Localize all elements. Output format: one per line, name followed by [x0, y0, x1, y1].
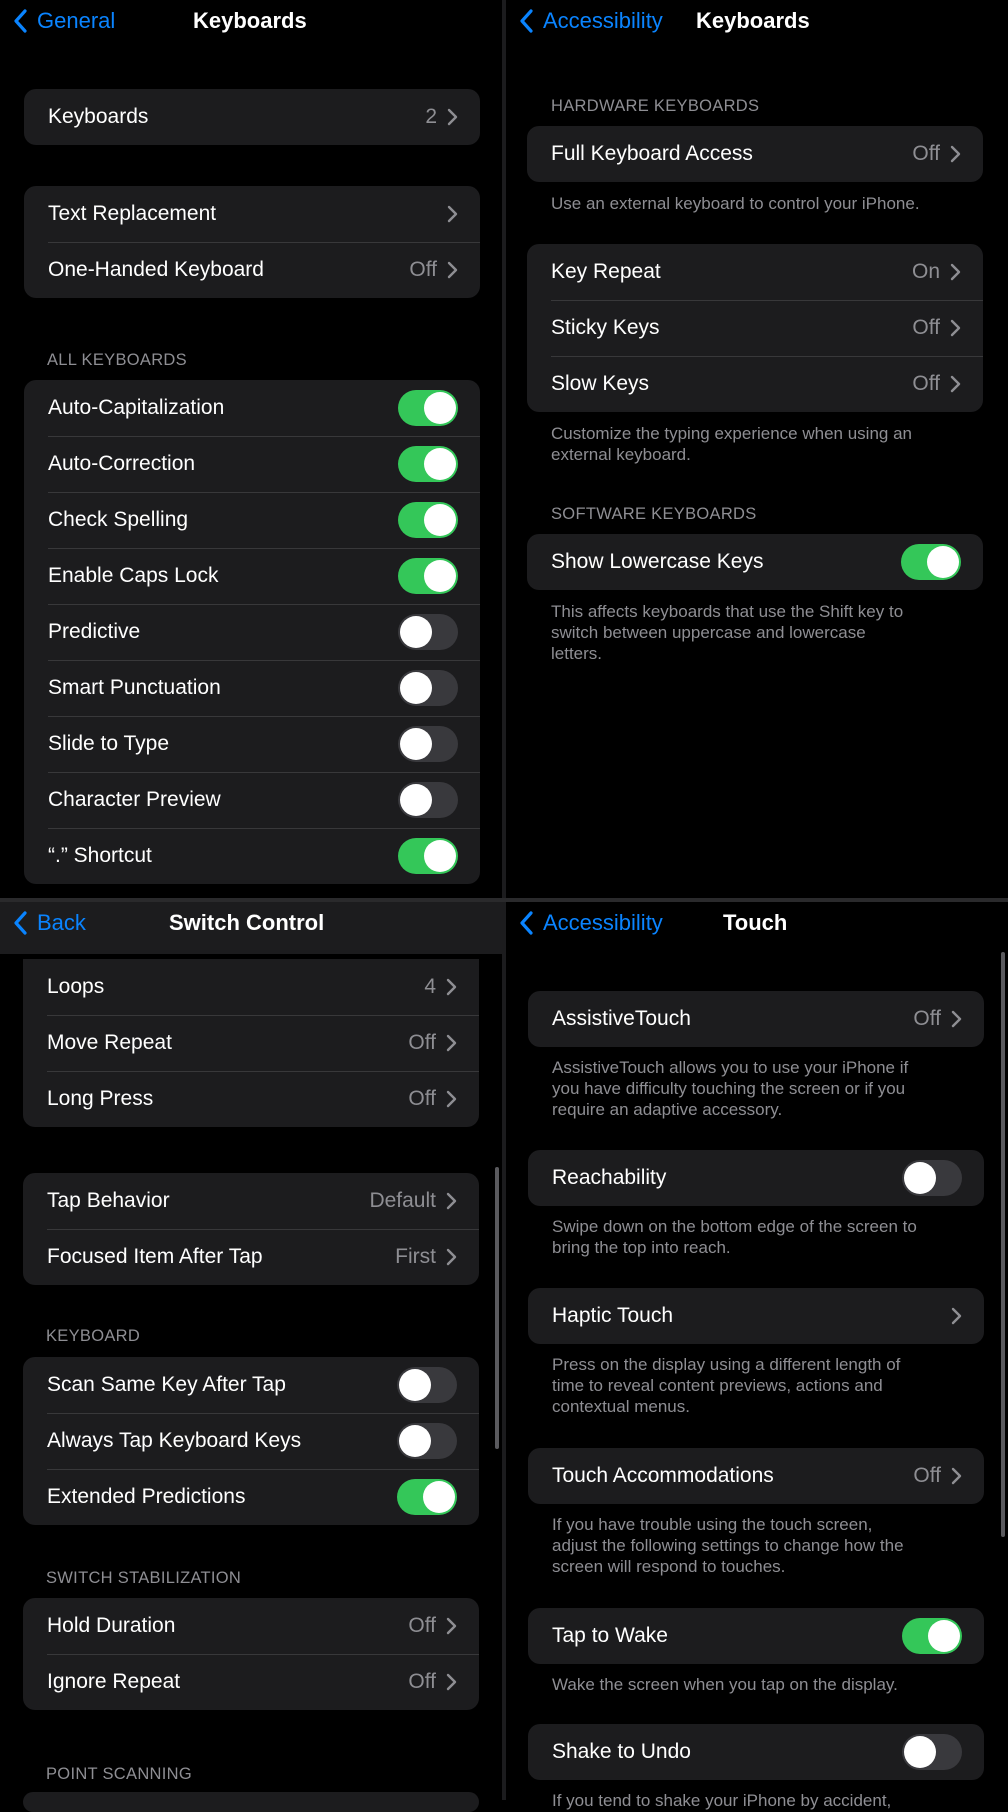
always-tap-keyboard-keys-row [23, 1413, 479, 1469]
footer-line: Use an external keyboard to control your iPhone. [551, 194, 920, 213]
switch-control-screen [0, 902, 502, 1800]
one-handed-keyboard-row[interactable] [24, 242, 480, 298]
toggle-knob [424, 840, 456, 872]
row-value: Off [913, 1464, 941, 1487]
period-shortcut-row [24, 828, 480, 884]
smart-punctuation-toggle[interactable] [398, 670, 458, 706]
check-spelling-row [24, 492, 480, 548]
assistive-touch-group [528, 991, 984, 1047]
reachability-toggle[interactable] [902, 1160, 962, 1196]
navigation-bar [0, 0, 502, 52]
footer-line: Customize the typing experience when using an [551, 424, 912, 443]
row-label: Always Tap Keyboard Keys [47, 1429, 302, 1452]
haptic-touch-group [528, 1288, 984, 1344]
show-lowercase-keys-row [527, 534, 983, 590]
row-label: Slide to Type [48, 732, 170, 755]
toggle-knob [400, 616, 432, 648]
row-value: Off [408, 1087, 436, 1110]
extended-predictions-row [23, 1469, 479, 1525]
reachability-row [528, 1150, 984, 1206]
chevron-right-icon [951, 1307, 962, 1325]
chevron-left-icon [520, 9, 533, 33]
keyboards-row[interactable] [24, 89, 480, 145]
row-label: Hold Duration [47, 1614, 176, 1637]
row-label: Character Preview [48, 788, 221, 811]
text-options-group [24, 186, 480, 298]
chevron-right-icon [950, 145, 961, 163]
character-preview-row [24, 772, 480, 828]
row-label: Shake to Undo [552, 1740, 691, 1763]
section-header-all-keyboards: ALL KEYBOARDS [47, 351, 187, 369]
back-button[interactable] [14, 8, 115, 34]
tap-to-wake-row [528, 1608, 984, 1664]
footer-line: time to reveal content previews, actions and [552, 1376, 883, 1395]
auto-capitalization-toggle[interactable] [398, 390, 458, 426]
full-keyboard-access-group [527, 126, 983, 182]
row-label: AssistiveTouch [552, 1007, 691, 1030]
navigation-bar [506, 0, 1008, 52]
assistive-touch-footer [552, 1057, 908, 1120]
key-repeat-row[interactable] [527, 244, 983, 300]
software-keyboards-group [527, 534, 983, 590]
toggle-knob [423, 1481, 455, 1513]
reachability-footer [552, 1216, 917, 1258]
row-value: 2 [425, 105, 437, 128]
toggle-knob [904, 1162, 936, 1194]
ignore-repeat-row[interactable] [23, 1654, 479, 1710]
section-header-software-keyboards: SOFTWARE KEYBOARDS [551, 505, 757, 523]
assistive-touch-row[interactable] [528, 991, 984, 1047]
footer-line: Swipe down on the bottom edge of the screen to [552, 1217, 917, 1236]
row-label: Long Press [47, 1087, 154, 1110]
row-value: Off [408, 1031, 436, 1054]
haptic-touch-footer [552, 1354, 900, 1417]
period-shortcut-toggle[interactable] [398, 838, 458, 874]
scan-same-key-toggle[interactable] [397, 1367, 457, 1403]
back-label: General [37, 8, 116, 33]
toggle-knob [424, 504, 456, 536]
chevron-right-icon [951, 1010, 962, 1028]
footer-line: AssistiveTouch allows you to use your iPhone if [552, 1058, 909, 1077]
extended-predictions-toggle[interactable] [397, 1479, 457, 1515]
row-label: Touch Accommodations [552, 1464, 774, 1487]
tap-to-wake-group [528, 1608, 984, 1664]
row-value: Off [912, 142, 940, 165]
long-press-row[interactable] [23, 1071, 479, 1127]
row-value: First [395, 1245, 436, 1268]
chevron-right-icon [951, 1467, 962, 1485]
row-label: Haptic Touch [552, 1304, 674, 1327]
row-label: Auto-Capitalization [48, 396, 225, 419]
chevron-right-icon [446, 1617, 457, 1635]
footer-line: switch between uppercase and lowercase [551, 623, 866, 642]
footer-line: screen will respond to touches. [552, 1557, 786, 1576]
chevron-left-icon [14, 9, 27, 33]
shake-to-undo-toggle[interactable] [902, 1734, 962, 1770]
loops-row[interactable] [23, 959, 479, 1015]
back-label: Back [37, 910, 86, 935]
page-title: Keyboards [193, 8, 307, 33]
footer-line: Press on the display using a different length of [552, 1355, 901, 1374]
footer-line: If you have trouble using the touch screen, [552, 1515, 873, 1534]
tap-to-wake-toggle[interactable] [902, 1618, 962, 1654]
text-replacement-row[interactable] [24, 186, 480, 242]
row-value: Off [912, 372, 940, 395]
section-header-keyboard: KEYBOARD [46, 1327, 141, 1345]
page-title: Switch Control [169, 910, 325, 935]
footer-line: adjust the following settings to change how the [552, 1536, 904, 1555]
scanning-group [23, 959, 479, 1127]
predictive-toggle[interactable] [398, 614, 458, 650]
chevron-right-icon [950, 319, 961, 337]
toggle-knob [927, 546, 959, 578]
shake-to-undo-footer [552, 1790, 891, 1811]
enable-caps-lock-toggle[interactable] [398, 558, 458, 594]
row-value: On [911, 260, 940, 283]
navigation-bar [506, 902, 1008, 954]
chevron-left-icon [520, 911, 533, 935]
predictive-row [24, 604, 480, 660]
chevron-right-icon [446, 1034, 457, 1052]
toggle-knob [399, 1369, 431, 1401]
row-label: Auto-Correction [48, 452, 196, 475]
keyboards-general-screen [0, 0, 502, 898]
shake-to-undo-group [528, 1724, 984, 1780]
focused-item-after-tap-row[interactable] [23, 1229, 479, 1285]
move-repeat-row[interactable] [23, 1015, 479, 1071]
always-tap-keyboard-keys-toggle[interactable] [397, 1423, 457, 1459]
row-label: Full Keyboard Access [551, 142, 753, 165]
back-button[interactable] [520, 8, 663, 34]
chevron-right-icon [446, 1090, 457, 1108]
hold-duration-row[interactable] [23, 1598, 479, 1654]
chevron-right-icon [447, 205, 458, 223]
section-header-hardware-keyboards: HARDWARE KEYBOARDS [551, 97, 760, 115]
row-label: Show Lowercase Keys [551, 550, 764, 573]
enable-caps-lock-row [24, 548, 480, 604]
footer-line: external keyboard. [551, 445, 691, 464]
row-label: “.” Shortcut [48, 844, 152, 867]
footer-line: bring the top into reach. [552, 1238, 731, 1257]
scrollbar[interactable] [495, 1167, 499, 1449]
section-header-point-scanning: POINT SCANNING [46, 1765, 192, 1783]
touch-accommodations-footer [552, 1514, 904, 1577]
switch-stabilization-group [23, 1598, 479, 1710]
chevron-right-icon [446, 1673, 457, 1691]
keyboards-accessibility-screen [506, 0, 1008, 898]
typing-experience-footer [551, 423, 912, 465]
back-button[interactable] [520, 910, 663, 936]
full-keyboard-access-footer [551, 193, 920, 214]
tap-behavior-row[interactable] [23, 1173, 479, 1229]
chevron-right-icon [950, 375, 961, 393]
row-label: Smart Punctuation [48, 676, 221, 699]
toggle-knob [928, 1620, 960, 1652]
row-label: Focused Item After Tap [47, 1245, 263, 1268]
all-keyboards-group [24, 380, 480, 884]
chevron-right-icon [446, 1248, 457, 1266]
toggle-knob [424, 392, 456, 424]
auto-correction-toggle[interactable] [398, 446, 458, 482]
toggle-knob [399, 1425, 431, 1457]
toggle-knob [424, 560, 456, 592]
chevron-right-icon [447, 108, 458, 126]
row-value: Off [913, 1007, 941, 1030]
back-label: Accessibility [543, 910, 663, 935]
slide-to-type-toggle[interactable] [398, 726, 458, 762]
footer-line: This affects keyboards that use the Shift key to [551, 602, 904, 621]
key-settings-group [527, 244, 983, 412]
point-scanning-group [23, 1792, 479, 1812]
row-value: Off [408, 1670, 436, 1693]
back-label: Accessibility [543, 8, 663, 33]
chevron-right-icon [446, 1192, 457, 1210]
slide-to-type-row [24, 716, 480, 772]
tap-to-wake-footer [552, 1674, 898, 1695]
touch-accommodations-group [528, 1448, 984, 1504]
touch-screen [506, 902, 1008, 1810]
horizontal-divider [0, 898, 1008, 902]
footer-line: letters. [551, 644, 603, 663]
toggle-knob [400, 784, 432, 816]
row-label: Ignore Repeat [47, 1670, 181, 1693]
slow-keys-row[interactable] [527, 356, 983, 412]
auto-capitalization-row [24, 380, 480, 436]
row-label: One-Handed Keyboard [48, 258, 264, 281]
chevron-right-icon [447, 261, 458, 279]
back-button[interactable] [14, 910, 86, 936]
row-value: Off [912, 316, 940, 339]
row-label: Keyboards [48, 105, 149, 128]
show-lowercase-keys-toggle[interactable] [901, 544, 961, 580]
row-label: Loops [47, 975, 105, 998]
page-title: Touch [723, 910, 788, 935]
haptic-touch-row[interactable] [528, 1288, 984, 1344]
row-label: Enable Caps Lock [48, 564, 219, 587]
row-value: Off [409, 258, 437, 281]
navigation-bar [0, 902, 502, 954]
scan-same-key-row [23, 1357, 479, 1413]
reachability-group [528, 1150, 984, 1206]
toggle-knob [400, 672, 432, 704]
check-spelling-toggle[interactable] [398, 502, 458, 538]
lowercase-keys-footer [551, 601, 903, 664]
row-label: Slow Keys [551, 372, 650, 395]
keyboard-group [23, 1357, 479, 1525]
row-label: Scan Same Key After Tap [47, 1373, 286, 1396]
row-label: Move Repeat [47, 1031, 172, 1054]
toggle-knob [424, 448, 456, 480]
row-label: Text Replacement [48, 202, 217, 225]
scrollbar[interactable] [1001, 952, 1005, 1537]
footer-line: you have difficulty touching the screen or if you [552, 1079, 906, 1098]
footer-line: If you tend to shake your iPhone by accident, [552, 1791, 892, 1810]
row-label: Tap to Wake [552, 1624, 668, 1647]
row-label: Tap Behavior [47, 1189, 170, 1212]
row-label: Check Spelling [48, 508, 189, 531]
tap-group [23, 1173, 479, 1285]
smart-punctuation-row [24, 660, 480, 716]
section-header-switch-stabilization: SWITCH STABILIZATION [46, 1569, 242, 1587]
shake-to-undo-row [528, 1724, 984, 1780]
row-label: Sticky Keys [551, 316, 660, 339]
row-label: Predictive [48, 620, 141, 643]
row-label: Reachability [552, 1166, 667, 1189]
row-label: Extended Predictions [47, 1485, 246, 1508]
sticky-keys-row[interactable] [527, 300, 983, 356]
row-label: Key Repeat [551, 260, 661, 283]
row-value: Default [369, 1189, 436, 1212]
chevron-left-icon [14, 911, 27, 935]
toggle-knob [904, 1736, 936, 1768]
character-preview-toggle[interactable] [398, 782, 458, 818]
toggle-knob [400, 728, 432, 760]
chevron-right-icon [446, 978, 457, 996]
chevron-right-icon [950, 263, 961, 281]
row-value: 4 [424, 975, 436, 998]
footer-line: require an adaptive accessory. [552, 1100, 783, 1119]
page-title: Keyboards [696, 8, 810, 33]
footer-line: contextual menus. [552, 1397, 690, 1416]
auto-correction-row [24, 436, 480, 492]
footer-line: Wake the screen when you tap on the display. [552, 1675, 898, 1694]
touch-accommodations-row[interactable] [528, 1448, 984, 1504]
keyboards-group [24, 89, 480, 145]
full-keyboard-access-row[interactable] [527, 126, 983, 182]
row-value: Off [408, 1614, 436, 1637]
